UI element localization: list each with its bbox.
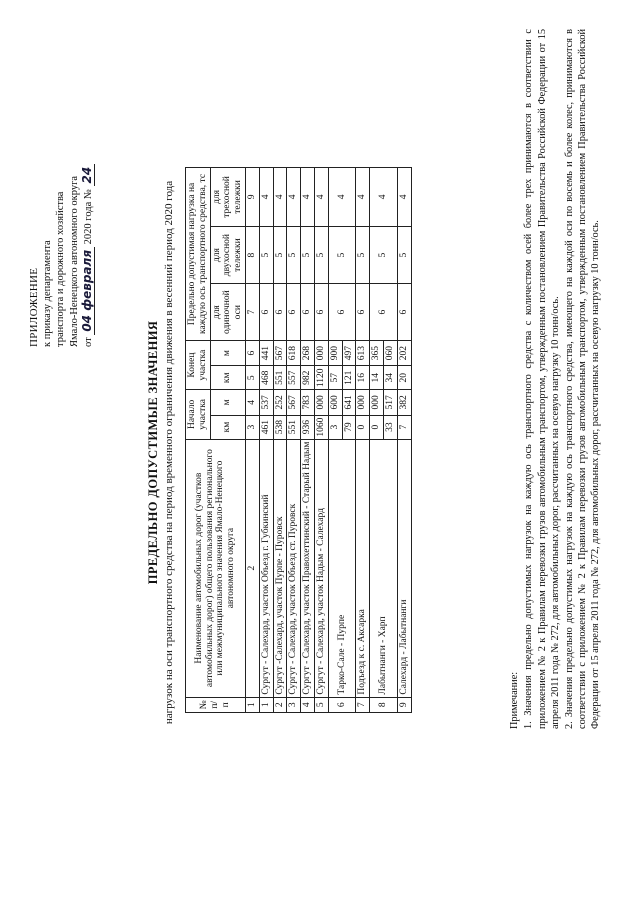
road-name: Сургут - Салехард, участок Объезд г. Губкинский	[259, 439, 273, 697]
start-km: 33	[383, 415, 397, 439]
triple-bogie-load: 4	[356, 168, 370, 227]
double-bogie-load: 5	[287, 226, 301, 284]
end-m: 613	[356, 340, 370, 365]
row-number: 9	[397, 697, 411, 712]
start-km: 3	[328, 415, 342, 439]
end-km: 1120	[314, 366, 328, 390]
col-header-start-km: км	[210, 415, 245, 439]
col-header-triple-bogie: для трехосной тележки	[210, 168, 245, 227]
table-row	[259, 168, 273, 713]
start-m: 252	[273, 390, 287, 415]
end-m: 000	[314, 340, 328, 365]
start-km: 0	[370, 415, 384, 439]
header-row	[186, 168, 211, 713]
start-km: 1060	[314, 415, 328, 439]
notes-section	[508, 29, 603, 729]
start-m: 000	[370, 390, 384, 415]
end-km: 551	[273, 366, 287, 390]
start-km: 936	[301, 415, 315, 439]
triple-bogie-load: 4	[328, 168, 356, 227]
single-axle-load: 6	[287, 284, 301, 341]
start-km: 461	[259, 415, 273, 439]
col-number: 9	[245, 168, 259, 227]
row-number: 4	[301, 697, 315, 712]
notes-heading: Примечание:	[509, 671, 520, 729]
date-prefix: от	[82, 337, 94, 347]
start-m: 783	[301, 390, 315, 415]
start-km: 551	[287, 415, 301, 439]
triple-bogie-load: 4	[314, 168, 328, 227]
single-axle-load: 6	[273, 284, 287, 341]
triple-bogie-load: 4	[370, 168, 398, 227]
col-header-name: Наименование автомобильных дорог (участков автомобильных дорог) общего пользования регионального или межмуниципального значения Ямало-Ненецкого автономного округа	[186, 439, 246, 697]
double-bogie-load: 5	[259, 226, 273, 284]
end-km: 20	[397, 366, 411, 390]
col-header-end-m: м	[210, 340, 245, 365]
road-name: Подъезд к с. Аксарка	[356, 439, 370, 697]
start-km: 79	[342, 415, 356, 439]
row-number: 3	[287, 697, 301, 712]
double-bogie-load: 5	[356, 226, 370, 284]
table-row	[356, 168, 370, 713]
end-m: 497	[342, 340, 356, 365]
note-paragraph: 1. Значения предельно допустимых нагрузок на каждую ось транспортного средства с количеством осей более трех принимаются в соответствии с приложением № 2 к Правилам перевозки грузов автомобильным транспортом, утвержденным постановлением Правительства Российской Федерации от 15 апреля 2011 года № 272, для автомобильных дорог, рассчитанных на осевую нагрузку 10 тонн/ось.	[523, 29, 562, 729]
col-number: 5	[245, 366, 259, 390]
handwritten-order-number: 24	[80, 164, 95, 187]
col-header-end-km: км	[210, 366, 245, 390]
end-km: 16	[356, 366, 370, 390]
road-name: Сургут - Салехард, участок Надым - Салехард	[314, 439, 328, 697]
start-m: 000	[314, 390, 328, 415]
start-m: 600	[328, 390, 342, 415]
row-number: 5	[314, 697, 328, 712]
end-km: 34	[383, 366, 397, 390]
end-km: 121	[342, 366, 356, 390]
single-axle-load: 6	[314, 284, 328, 341]
col-number: 3	[245, 415, 259, 439]
road-name: Сургут - Салехард, участок Правохеттинский - Старый Надым	[301, 439, 315, 697]
double-bogie-load: 5	[273, 226, 287, 284]
appendix-line: к приказу департамента	[42, 240, 54, 347]
appendix-title: ПРИЛОЖЕНИЕ	[28, 267, 40, 347]
start-m: 537	[259, 390, 273, 415]
start-km: 7	[397, 415, 411, 439]
start-km: 538	[273, 415, 287, 439]
appendix-line: транспорта и дорожного хозяйства	[55, 191, 67, 347]
single-axle-load: 6	[356, 284, 370, 341]
road-name: Сургут - Салехард, участок Объезд ст. Пуровск	[287, 439, 301, 697]
col-header-limit: Предельно допустимая нагрузка на каждую ось транспортного средства, тс	[186, 168, 211, 341]
table-row	[287, 168, 301, 713]
end-m: 365	[370, 340, 384, 365]
end-km: 57	[328, 366, 342, 390]
triple-bogie-load: 4	[287, 168, 301, 227]
end-m: 268	[301, 340, 315, 365]
end-m: 441	[259, 340, 273, 365]
col-number: 7	[245, 284, 259, 341]
end-m: 618	[287, 340, 301, 365]
single-axle-load: 6	[301, 284, 315, 341]
start-km: 0	[356, 415, 370, 439]
col-header-end: Конец участка	[186, 340, 211, 389]
triple-bogie-load: 4	[273, 168, 287, 227]
table-row	[314, 168, 328, 713]
double-bogie-load: 5	[301, 226, 315, 284]
document-subtitle: нагрузок на оси транспортного средства на период временного ограничения движения в весенний период 2020 года	[163, 180, 175, 725]
end-km: 557	[287, 366, 301, 390]
road-name: Лабытнанги - Харп	[370, 439, 398, 697]
col-header-start-m: м	[210, 390, 245, 415]
row-number: 2	[273, 697, 287, 712]
double-bogie-load: 5	[370, 226, 398, 284]
single-axle-load: 6	[328, 284, 356, 341]
col-header-num: № п/п	[186, 697, 246, 712]
row-number: 7	[356, 697, 370, 712]
appendix-block	[28, 47, 95, 347]
end-km: 468	[259, 366, 273, 390]
table-row	[397, 168, 411, 713]
triple-bogie-load: 4	[301, 168, 315, 227]
double-bogie-load: 5	[314, 226, 328, 284]
column-number-row	[245, 168, 259, 713]
single-axle-load: 6	[370, 284, 398, 341]
col-number: 1	[245, 697, 259, 712]
start-m: 567	[287, 390, 301, 415]
end-m: 060	[383, 340, 397, 365]
col-header-single-axle: для одиночной оси	[210, 284, 245, 341]
table-row	[328, 168, 342, 713]
road-name: Сургут -Салехард, участок Пурпе - Пуровск	[273, 439, 287, 697]
road-name: Салехард - Лабытнанги	[397, 439, 411, 697]
col-number: 6	[245, 340, 259, 365]
row-number: 6	[328, 697, 356, 712]
double-bogie-load: 5	[328, 226, 356, 284]
table-row	[301, 168, 315, 713]
end-km: 982	[301, 366, 315, 390]
table-row	[370, 168, 384, 713]
single-axle-load: 6	[397, 284, 411, 341]
end-m: 900	[328, 340, 342, 365]
start-m: 382	[397, 390, 411, 415]
col-number: 8	[245, 226, 259, 284]
triple-bogie-load: 4	[397, 168, 411, 227]
start-m: 641	[342, 390, 356, 415]
start-m: 000	[356, 390, 370, 415]
note-paragraph: 2. Значения предельно допустимых нагрузок на каждую ось транспортного средства, имеющего на каждой оси по восемь и более колес, принимаются в соответствии с приложением № 2 к Правилам перевозки грузов автомобильным транспортом, утвержденным постановлением Правительства Российской Федерации от 15 апреля 2011 года № 272, для автомобильных дорог, рассчитанных на осевую нагрузку 10 тонн/ось.	[563, 29, 602, 729]
table-row	[273, 168, 287, 713]
start-m: 517	[383, 390, 397, 415]
col-number: 2	[245, 439, 259, 697]
axle-load-table	[185, 167, 412, 713]
end-km: 14	[370, 366, 384, 390]
appendix-date-line	[81, 47, 95, 347]
col-number: 4	[245, 390, 259, 415]
single-axle-load: 6	[259, 284, 273, 341]
date-mid: 2020 года №	[82, 189, 94, 245]
end-m: 202	[397, 340, 411, 365]
col-header-double-bogie: для двухосной тележки	[210, 226, 245, 284]
triple-bogie-load: 4	[259, 168, 273, 227]
handwritten-date: 04 февраля	[80, 247, 95, 335]
appendix-line: Ямало-Ненецкого автономного округа	[68, 175, 80, 347]
double-bogie-load: 5	[397, 226, 411, 284]
row-number: 1	[259, 697, 273, 712]
road-name: Тарко-Сале - Пурпе	[328, 439, 356, 697]
row-number: 8	[370, 697, 398, 712]
col-header-start: Начало участка	[186, 390, 211, 439]
document-title: ПРЕДЕЛЬНО ДОПУСТИМЫЕ ЗНАЧЕНИЯ	[146, 320, 160, 585]
end-m: 567	[273, 340, 287, 365]
